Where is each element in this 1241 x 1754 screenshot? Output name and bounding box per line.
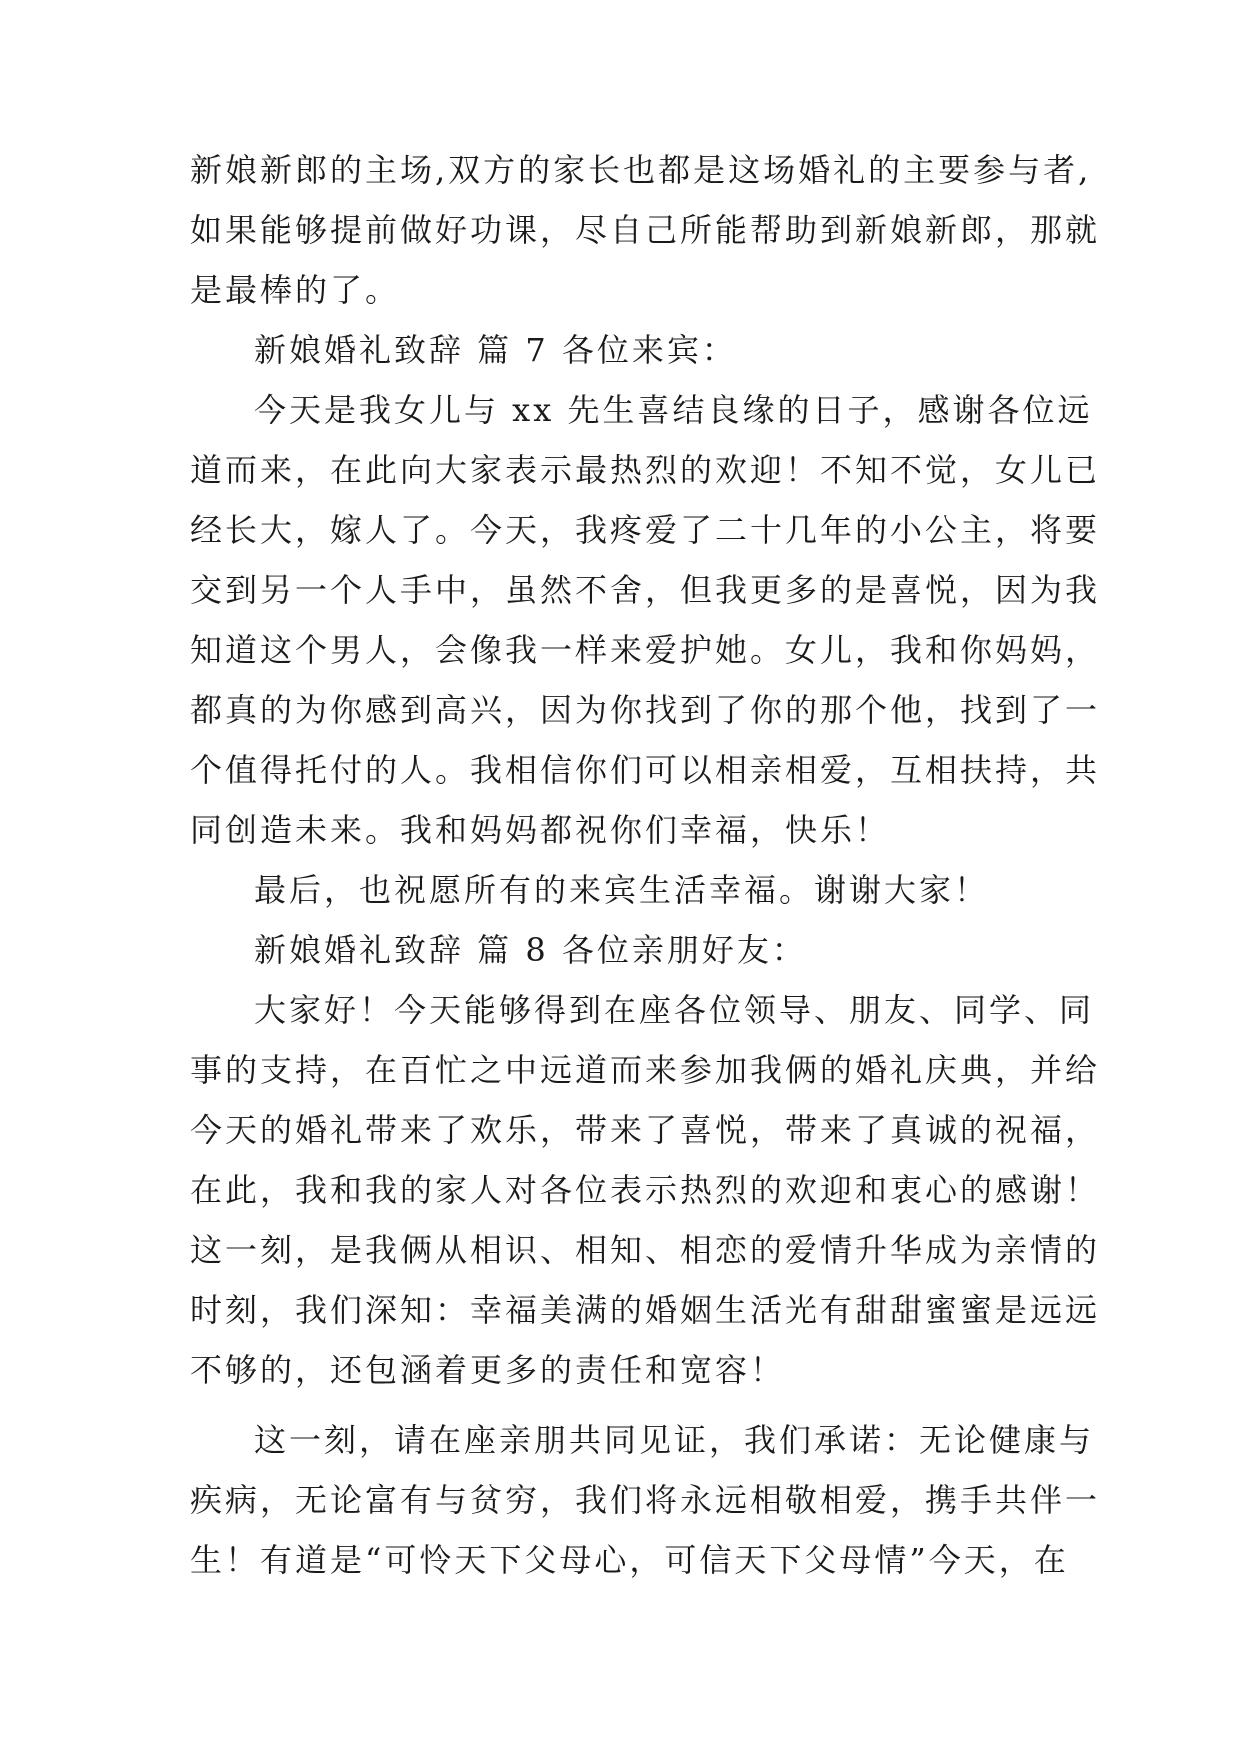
text-line: 道而来，在此向大家表示最热烈的欢迎！不知不觉，女儿已 <box>190 451 1101 489</box>
text-line: 不够的，还包涵着更多的责任和宽容！ <box>190 1351 786 1389</box>
section-heading: 新娘婚礼致辞 篇 7 各位来宾： <box>254 331 737 369</box>
text-line: 这一刻，是我俩从相识、相知、相恋的爱情升华成为亲情的 <box>190 1231 1101 1269</box>
section-heading: 新娘婚礼致辞 篇 8 各位亲朋好友： <box>254 931 807 969</box>
text-line: 是最棒的了。 <box>190 271 401 309</box>
text-line: 个值得托付的人。我相信你们可以相亲相爱，互相扶持，共 <box>190 751 1101 789</box>
text-line: 经长大，嫁人了。今天，我疼爱了二十几年的小公主，将要 <box>190 511 1101 549</box>
text-line: 新娘新郎的主场,双方的家长也都是这场婚礼的主要参与者, <box>190 151 1092 189</box>
text-line: 交到另一个人手中，虽然不舍，但我更多的是喜悦，因为我 <box>190 571 1101 609</box>
text-line: 知道这个男人，会像我一样来爱护她。女儿，我和你妈妈， <box>190 631 1101 669</box>
text-line: 大家好！今天能够得到在座各位领导、朋友、同学、同 <box>254 991 1095 1029</box>
text-line: 今天是我女儿与 xx 先生喜结良缘的日子，感谢各位远 <box>254 391 1093 429</box>
text-line: 在此，我和我的家人对各位表示热烈的欢迎和衷心的感谢！ <box>190 1171 1101 1209</box>
text-line: 这一刻，请在座亲朋共同见证，我们承诺：无论健康与 <box>254 1421 1095 1459</box>
text-line: 如果能够提前做好功课，尽自己所能帮助到新娘新郎，那就 <box>190 211 1101 249</box>
text-line: 最后，也祝愿所有的来宾生活幸福。谢谢大家！ <box>254 871 990 909</box>
text-line: 事的支持，在百忙之中远道而来参加我俩的婚礼庆典，并给 <box>190 1051 1101 1089</box>
text-line: 疾病，无论富有与贫穷，我们将永远相敬相爱，携手共伴一 <box>190 1481 1101 1519</box>
text-line: 同创造未来。我和妈妈都祝你们幸福，快乐！ <box>190 811 891 849</box>
text-line: 都真的为你感到高兴，因为你找到了你的那个他，找到了一 <box>190 691 1101 729</box>
text-line: 生！有道是“可怜天下父母心，可信天下父母情”今天，在 <box>190 1541 1069 1579</box>
text-line: 时刻，我们深知：幸福美满的婚姻生活光有甜甜蜜蜜是远远 <box>190 1291 1101 1329</box>
text-line: 今天的婚礼带来了欢乐，带来了喜悦，带来了真诚的祝福， <box>190 1111 1101 1149</box>
